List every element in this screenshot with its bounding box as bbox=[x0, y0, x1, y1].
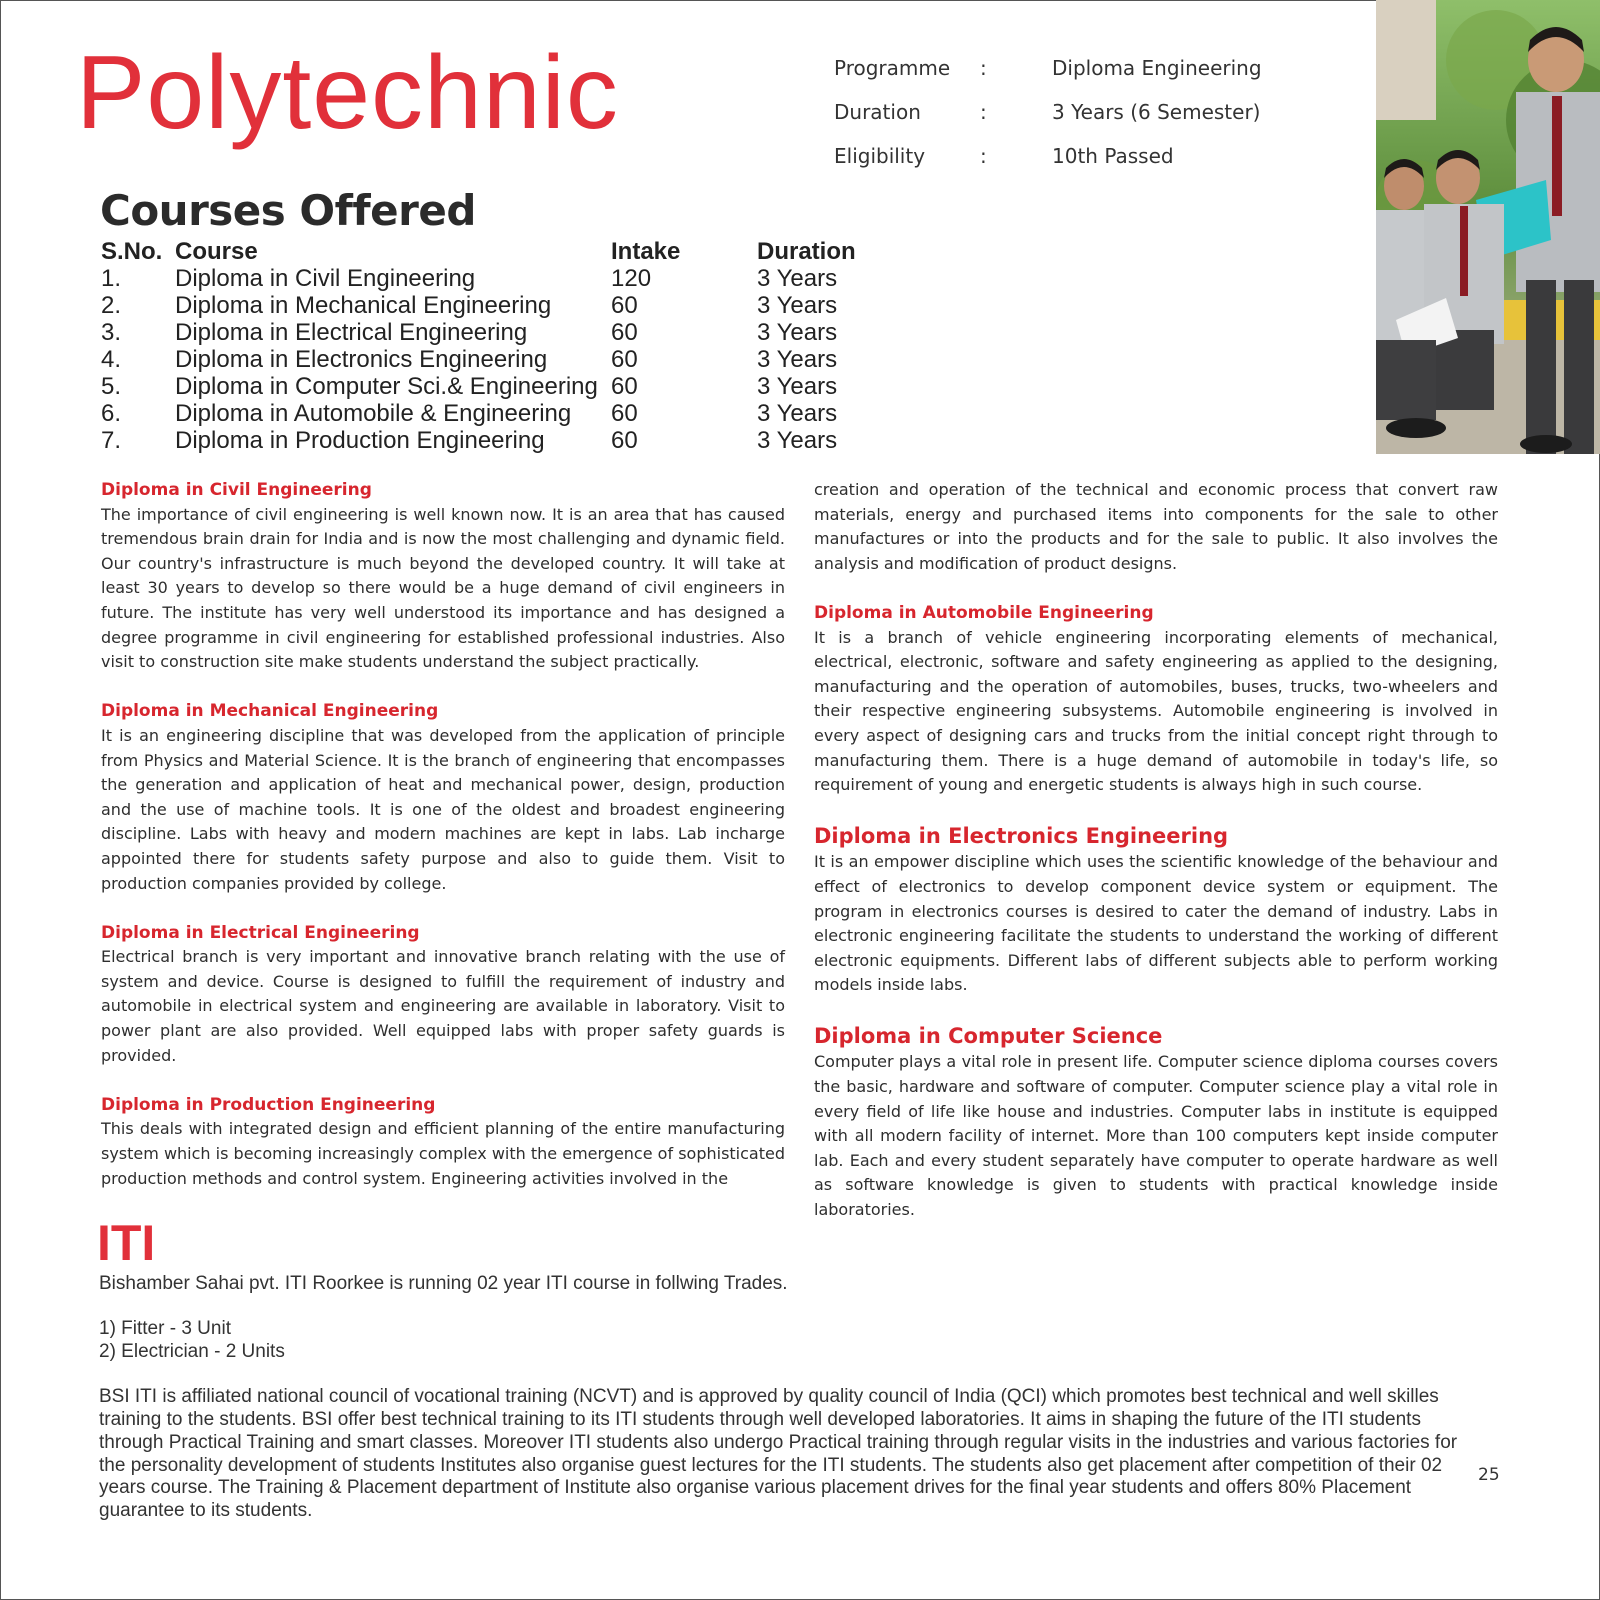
spacer bbox=[99, 1364, 1484, 1387]
row-intake: 60 bbox=[611, 346, 638, 373]
separator: : bbox=[980, 144, 987, 168]
left-column bbox=[101, 478, 785, 1216]
header-sno: S.No. bbox=[101, 238, 163, 265]
civil-body: The importance of civil engineering is well known now. It is an area that has caused tremendous brain drain for India and is now the most challenging and dynamic field. Our country's infrastructure is much beyond the developed country. It will take at least 30 years to develop so there would be a huge demand of civil engineers in future. The institute has very well understood its importance and has designed a degree programme in civil engineering for established professional industries. Also visit to construction site make students understand the subject practically. bbox=[101, 504, 785, 672]
electronics-body: It is an empower discipline which uses the scientific knowledge of the behaviour and effect of electronics to develop component device system or equipment. The program in electronics courses is desired to cater the demand of industry. Labs in electronic engineering facilitate the students to understand the working of different electronic equipments. Different labs of different subjects able to perform working models inside labs. bbox=[814, 852, 1498, 995]
computer-heading: Diploma in Computer Science bbox=[814, 1024, 1163, 1049]
row-course: Diploma in Civil Engineering bbox=[175, 265, 476, 292]
automobile-body: It is a branch of vehicle engineering incorporating elements of mechanical, electrical, electronic, software and safety engineering as applied to the designing, manufacturing and the operation of automobiles, buses, trucks, two-wheelers and their respective engineering subsystems. Automobile engineering is involved in every aspect of designing cars and trucks from the initial concept right through to manufacturing them. There is a huge demand of automobile in today's life, so requirement of young and energetic students is always high in such course. bbox=[814, 627, 1498, 795]
duration-value: 3 Years (6 Semester) bbox=[1052, 100, 1261, 124]
row-course: Diploma in Automobile & Engineering bbox=[175, 400, 572, 427]
iti-trade-item: 1) Fitter - 3 Unit bbox=[99, 1318, 231, 1340]
row-sno: 5. bbox=[101, 373, 122, 400]
row-intake: 60 bbox=[611, 292, 638, 319]
iti-trade-item: 2) Electrician - 2 Units bbox=[99, 1341, 285, 1363]
row-sno: 2. bbox=[101, 292, 122, 319]
row-sno: 6. bbox=[101, 400, 122, 427]
header-intake: Intake bbox=[611, 238, 681, 265]
electronics-heading: Diploma in Electronics Engineering bbox=[814, 824, 1229, 849]
row-sno: 1. bbox=[101, 265, 122, 292]
page-title: Polytechnic bbox=[76, 35, 619, 151]
row-sno: 4. bbox=[101, 346, 122, 373]
spacer bbox=[99, 1296, 1484, 1319]
row-intake: 60 bbox=[611, 427, 638, 454]
computer-body: Computer plays a vital role in present life. Computer science diploma courses covers the basic, hardware and software of computer. Computer science play a vital role in every field of life like house and industries. Computer labs in institute is equipped with all modern facility of internet. More than 100 computers kept inside computer lab. Each and every student separately have computer to operate hardware as well as software knowledge is given to students with practical knowledge inside laboratories. bbox=[814, 1052, 1498, 1220]
eligibility-label: Eligibility bbox=[834, 144, 926, 168]
automobile-heading: Diploma in Automobile Engineering bbox=[814, 602, 1154, 623]
row-course: Diploma in Mechanical Engineering bbox=[175, 292, 552, 319]
row-duration: 3 Years bbox=[757, 427, 838, 454]
civil-heading: Diploma in Civil Engineering bbox=[101, 480, 372, 500]
separator: : bbox=[980, 100, 987, 124]
iti-section bbox=[99, 1273, 1484, 1523]
duration-label: Duration bbox=[834, 100, 921, 124]
courses-offered-heading: Courses Offered bbox=[100, 186, 476, 235]
row-intake: 60 bbox=[611, 373, 638, 400]
production-body-continued: creation and operation of the technical and economic process that convert raw materials, energy and purchased items into components for the sale to other manufactures or into the products and for the sale to public. It also involves the analysis and modification of product designs. bbox=[814, 480, 1498, 573]
iti-intro: Bishamber Sahai pvt. ITI Roorkee is running 02 year ITI course in follwing Trades. bbox=[99, 1273, 788, 1294]
iti-body: BSI ITI is affiliated national council of vocational training (NCVT) and is approved by quality council of India (QCI) which promotes best technical and well skilles training to the students. BSI offer best technical training to its ITI students through well developed laboratories. It aims in shaping the future of the ITI students through Practical Training and smart classes. Moreover ITI students also undergo Practical training through regular visits in the industries and various factories for the personality development of students Institutes also organise guest lectures for the ITI students. The students also get placement after competition of their 02 years course. The Training & Placement department of Institute also organise various placement drives for the final year students and offers 80% Placement guarantee to its students. bbox=[99, 1386, 1458, 1521]
row-intake: 60 bbox=[611, 400, 638, 427]
right-column bbox=[814, 478, 1498, 1247]
header-course: Course bbox=[175, 238, 258, 265]
separator: : bbox=[980, 56, 987, 80]
production-body: This deals with integrated design and efficient planning of the entire manufacturing system which is becoming increasingly complex with the emergence of sophisticated production methods and control system. Engineering activities involved in the bbox=[101, 1119, 785, 1188]
row-duration: 3 Years bbox=[757, 292, 838, 319]
row-intake: 60 bbox=[611, 319, 638, 346]
row-duration: 3 Years bbox=[757, 373, 838, 400]
page-number: 25 bbox=[1478, 1465, 1500, 1485]
students-photo bbox=[1376, 0, 1600, 454]
electrical-heading: Diploma in Electrical Engineering bbox=[101, 922, 420, 943]
production-heading: Diploma in Production Engineering bbox=[101, 1094, 436, 1115]
row-course: Diploma in Electrical Engineering bbox=[175, 319, 528, 346]
mechanical-body: It is an engineering discipline that was developed from the application of principle from Physics and Material Science. It is the branch of engineering that encompasses the generation and application of heat and mechanical power, design, production and the use of machine tools. It is one of the oldest and broadest engineering discipline. Labs with heavy and modern machines are kept in labs. Lab incharge appointed there for students safety purpose and also to guide them. Visit to production companies provided by college. bbox=[101, 725, 785, 893]
programme-label: Programme bbox=[834, 56, 951, 80]
row-intake: 120 bbox=[611, 265, 652, 292]
programme-value: Diploma Engineering bbox=[1052, 56, 1262, 80]
eligibility-value: 10th Passed bbox=[1052, 144, 1174, 168]
row-duration: 3 Years bbox=[757, 346, 838, 373]
row-sno: 7. bbox=[101, 427, 122, 454]
header-duration: Duration bbox=[757, 238, 856, 265]
row-duration: 3 Years bbox=[757, 319, 838, 346]
row-sno: 3. bbox=[101, 319, 122, 346]
row-course: Diploma in Computer Sci.& Engineering bbox=[175, 373, 598, 400]
row-duration: 3 Years bbox=[757, 265, 838, 292]
row-duration: 3 Years bbox=[757, 400, 838, 427]
mechanical-heading: Diploma in Mechanical Engineering bbox=[101, 701, 439, 722]
electrical-body: Electrical branch is very important and innovative branch relating with the use of system and device. Course is designed to fulfill the requirement of industry and automobile in electrical system and engineering are available in laboratory. Visit to power plant are also provided. Well equipped labs with proper safety guards is provided. bbox=[101, 947, 785, 1065]
row-course: Diploma in Electronics Engineering bbox=[175, 346, 548, 373]
row-course: Diploma in Production Engineering bbox=[175, 427, 545, 454]
iti-heading: ITI bbox=[97, 1215, 156, 1271]
